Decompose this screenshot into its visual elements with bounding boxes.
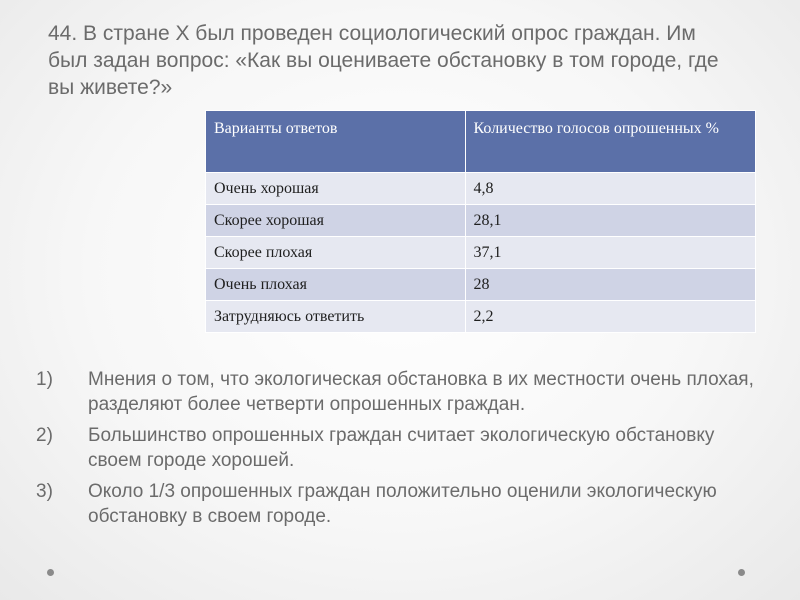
option-cell: Скорее хорошая [206,205,466,237]
table-row [206,301,756,333]
question-title: 44. В стране Х был проведен социологический опрос граждан. Им был задан вопрос: «Как вы оцениваете обстановку в том городе, где вы живете?» [48,22,719,99]
statement-item [36,479,756,529]
statement-number: 2) [36,425,53,446]
table-row [206,269,756,301]
decorative-dot-left [47,569,54,576]
percent-cell: 37,1 [465,237,755,269]
percent-cell: 28,1 [465,205,755,237]
statement-number: 1) [36,369,53,390]
table-row [206,237,756,269]
header-votes: Количество голосов опрошенных % [465,111,755,173]
statement-item [36,367,756,417]
statement-text: Мнения о том, что экологическая обстановка в их местности очень плохая, разделяют более четверти опрошенных граждан. [88,369,754,415]
option-cell: Скорее плохая [206,237,466,269]
option-cell: Очень плохая [206,269,466,301]
statements-list [36,367,756,535]
option-cell: Очень хорошая [206,173,466,205]
statement-number: 3) [36,481,53,502]
table-row [206,173,756,205]
statement-text: Около 1/3 опрошенных граждан положительно оценили экологическую обстановку в своем городе. [88,481,717,527]
statement-text: Большинство опрошенных граждан считает экологическую обстановку своем городе хорошей. [88,425,715,471]
header-options: Варианты ответов [206,111,466,173]
percent-cell: 4,8 [465,173,755,205]
option-cell: Затрудняюсь ответить [206,301,466,333]
percent-cell: 2,2 [465,301,755,333]
table-header-row [206,111,756,173]
decorative-dot-right [738,569,745,576]
table-row [206,205,756,237]
percent-cell: 28 [465,269,755,301]
survey-table [205,110,756,333]
statement-item [36,423,756,473]
